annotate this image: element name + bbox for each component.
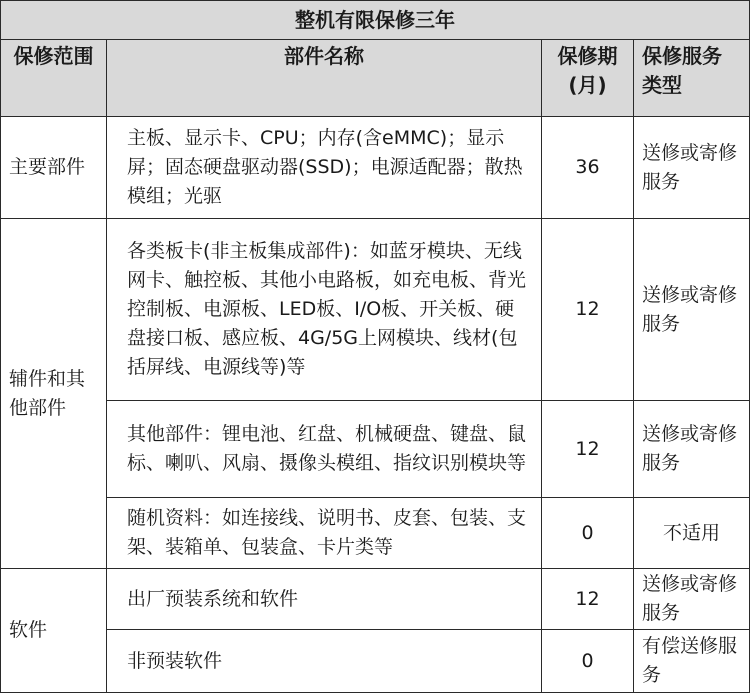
scope-software: 软件 — [1, 569, 107, 693]
header-scope: 保修范围 — [1, 40, 107, 117]
scope-main-parts: 主要部件 — [1, 117, 107, 219]
period-main: 36 — [542, 117, 634, 219]
header-service-type: 保修服务类型 — [634, 40, 750, 117]
table-title: 整机有限保修三年 — [1, 1, 750, 40]
parts-boards: 各类板卡(非主板集成部件)：如蓝牙模块、无线网卡、触控板、其他小电路板，如充电板、背光控制板、电源板、LED板、I/O板、开关板、硬盘接口板、感应板、4G/5G上网模块、线材(包括屏线、电源线等)等 — [107, 219, 542, 401]
parts-preinstalled-software: 出厂预装系统和软件 — [107, 569, 542, 630]
period-boards: 12 — [542, 219, 634, 401]
period-preinstalled-software: 12 — [542, 569, 634, 630]
period-documents: 0 — [542, 498, 634, 569]
service-type-boards: 送修或寄修服务 — [634, 219, 750, 401]
parts-non-preinstalled-software: 非预装软件 — [107, 630, 542, 693]
service-type-non-preinstalled-software: 有偿送修服务 — [634, 630, 750, 693]
scope-accessory-parts: 辅件和其他部件 — [1, 219, 107, 569]
header-parts: 部件名称 — [107, 40, 542, 117]
service-type-documents: 不适用 — [634, 498, 750, 569]
parts-documents: 随机资料：如连接线、说明书、皮套、包装、支架、装箱单、包装盒、卡片类等 — [107, 498, 542, 569]
parts-main: 主板、显示卡、CPU；内存(含eMMC)；显示屏；固态硬盘驱动器(SSD)；电源适配器；散热模组；光驱 — [107, 117, 542, 219]
period-non-preinstalled-software: 0 — [542, 630, 634, 693]
header-period: 保修期(月) — [542, 40, 634, 117]
service-type-preinstalled-software: 送修或寄修服务 — [634, 569, 750, 630]
service-type-other: 送修或寄修服务 — [634, 401, 750, 498]
period-other: 12 — [542, 401, 634, 498]
service-type-main: 送修或寄修服务 — [634, 117, 750, 219]
parts-other: 其他部件：锂电池、红盘、机械硬盘、键盘、鼠标、喇叭、风扇、摄像头模组、指纹识别模块等 — [107, 401, 542, 498]
